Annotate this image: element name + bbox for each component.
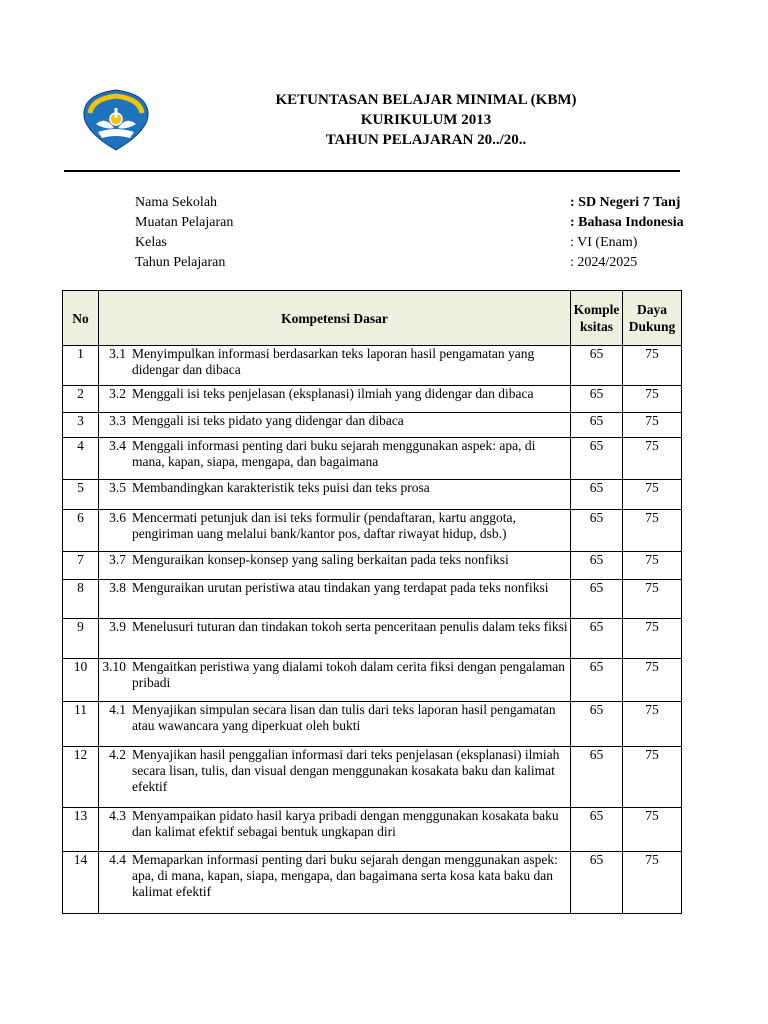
row-number: 4 bbox=[63, 438, 99, 480]
title-line-2: KURIKULUM 2013 bbox=[360, 112, 492, 128]
kd-text: Menggali isi teks penjelasan (eksplanasi) ilmiah yang didengar dan dibaca bbox=[132, 386, 534, 401]
row-number: 8 bbox=[63, 580, 99, 619]
column-header-daya-dukung: Daya Dukung bbox=[623, 291, 682, 346]
kd-code: 3.3 bbox=[109, 413, 126, 428]
daya-dukung-value: 75 bbox=[623, 852, 682, 914]
kompleksitas-value: 65 bbox=[571, 386, 623, 413]
kd-code: 4.3 bbox=[109, 808, 126, 823]
info-row-muatan-pelajaran bbox=[135, 213, 768, 233]
kd-code: 3.7 bbox=[109, 552, 126, 567]
kd-cell bbox=[99, 552, 571, 580]
table-row bbox=[63, 438, 682, 480]
kd-text: Menyajikan hasil penggalian informasi dari teks penjelasan (eksplanasi) ilmiah secara lisan, tulis, dan visual dengan menggunakan kosakata baku dan kalimat efektif bbox=[132, 747, 560, 794]
info-value: : Bahasa Indonesia bbox=[570, 215, 684, 230]
kd-text: Mengaitkan peristiwa yang dialami tokoh dalam cerita fiksi dengan pengalaman pribadi bbox=[132, 659, 565, 690]
table-row bbox=[63, 852, 682, 914]
table-row bbox=[63, 702, 682, 747]
daya-dukung-value: 75 bbox=[623, 702, 682, 747]
title-line-3: TAHUN PELAJARAN 20../20.. bbox=[325, 132, 527, 148]
row-number: 6 bbox=[63, 510, 99, 552]
kompleksitas-value: 65 bbox=[571, 413, 623, 438]
info-value: : VI (Enam) bbox=[570, 235, 638, 250]
info-row-tahun-pelajaran bbox=[135, 253, 768, 273]
info-row-kelas bbox=[135, 233, 768, 253]
table-row bbox=[63, 413, 682, 438]
kd-cell bbox=[99, 480, 571, 510]
kd-cell bbox=[99, 702, 571, 747]
row-number: 7 bbox=[63, 552, 99, 580]
kd-code: 3.5 bbox=[109, 480, 126, 495]
row-number: 2 bbox=[63, 386, 99, 413]
document-title bbox=[176, 90, 676, 150]
kd-code: 3.4 bbox=[109, 438, 126, 453]
kd-cell bbox=[99, 510, 571, 552]
kd-cell bbox=[99, 852, 571, 914]
kompleksitas-value: 65 bbox=[571, 659, 623, 702]
daya-dukung-value: 75 bbox=[623, 438, 682, 480]
row-number: 9 bbox=[63, 619, 99, 659]
title-line-1: KETUNTASAN BELAJAR MINIMAL (KBM) bbox=[275, 92, 577, 108]
row-number: 5 bbox=[63, 480, 99, 510]
column-header-no: No bbox=[63, 291, 99, 346]
column-header-kompleksitas: Komple ksitas bbox=[571, 291, 623, 346]
table-row bbox=[63, 659, 682, 702]
row-number: 10 bbox=[63, 659, 99, 702]
kd-code: 4.4 bbox=[109, 852, 126, 867]
info-value: : 2024/2025 bbox=[570, 255, 638, 270]
daya-dukung-value: 75 bbox=[623, 510, 682, 552]
kd-text: Mencermati petunjuk dan isi teks formulir (pendaftaran, kartu anggota, pengiriman uang melalui bank/kantor pos, daftar riwayat hidup, dsb.) bbox=[132, 510, 516, 541]
daya-dukung-value: 75 bbox=[623, 747, 682, 808]
header-divider bbox=[64, 170, 680, 172]
row-number: 3 bbox=[63, 413, 99, 438]
kompleksitas-value: 65 bbox=[571, 702, 623, 747]
table-row bbox=[63, 510, 682, 552]
kd-text: Menguraikan konsep-konsep yang saling berkaitan pada teks nonfiksi bbox=[132, 552, 509, 567]
kompleksitas-value: 65 bbox=[571, 580, 623, 619]
daya-dukung-value: 75 bbox=[623, 346, 682, 386]
kompleksitas-value: 65 bbox=[571, 510, 623, 552]
kd-cell bbox=[99, 413, 571, 438]
kd-text: Menyampaikan pidato hasil karya pribadi dengan menggunakan kosakata baku dan kalimat efektif sebagai bentuk ungkapan diri bbox=[132, 808, 559, 839]
kd-text: Menggali informasi penting dari buku sejarah menggunakan aspek: apa, di mana, kapan, siapa, mengapa, dan bagaimana bbox=[132, 438, 536, 469]
info-label: Muatan Pelajaran bbox=[135, 215, 234, 230]
kd-cell bbox=[99, 438, 571, 480]
kompleksitas-value: 65 bbox=[571, 552, 623, 580]
table-row bbox=[63, 619, 682, 659]
kompleksitas-value: 65 bbox=[571, 346, 623, 386]
column-header-kompetensi-dasar: Kompetensi Dasar bbox=[99, 291, 571, 346]
kd-cell bbox=[99, 659, 571, 702]
daya-dukung-value: 75 bbox=[623, 413, 682, 438]
kd-code: 3.10 bbox=[102, 659, 126, 674]
kd-code: 4.2 bbox=[109, 747, 126, 762]
info-value: : SD Negeri 7 Tanj bbox=[570, 195, 681, 210]
kd-text: Menggali isi teks pidato yang didengar dan dibaca bbox=[132, 413, 404, 428]
daya-dukung-value: 75 bbox=[623, 580, 682, 619]
kompleksitas-value: 65 bbox=[571, 619, 623, 659]
table-row bbox=[63, 386, 682, 413]
kd-cell bbox=[99, 619, 571, 659]
kd-code: 3.6 bbox=[109, 510, 126, 525]
info-label: Kelas bbox=[135, 235, 167, 250]
kd-code: 3.9 bbox=[109, 619, 126, 634]
kd-text: Menelusuri tuturan dan tindakan tokoh serta penceritaan penulis dalam teks fiksi bbox=[132, 619, 568, 634]
row-number: 12 bbox=[63, 747, 99, 808]
kd-cell bbox=[99, 346, 571, 386]
kompleksitas-value: 65 bbox=[571, 808, 623, 852]
table-row bbox=[63, 580, 682, 619]
info-label: Nama Sekolah bbox=[135, 195, 218, 210]
kd-cell bbox=[99, 386, 571, 413]
kd-cell bbox=[99, 580, 571, 619]
kd-code: 3.2 bbox=[109, 386, 126, 401]
kd-code: 3.1 bbox=[109, 346, 126, 361]
kompleksitas-value: 65 bbox=[571, 747, 623, 808]
table-row bbox=[63, 552, 682, 580]
tut-wuri-handayani-logo bbox=[76, 86, 156, 154]
kd-text: Menyajikan simpulan secara lisan dan tulis dari teks laporan hasil pengamatan atau wawancara yang diperkuat oleh bukti bbox=[132, 702, 556, 733]
daya-dukung-value: 75 bbox=[623, 480, 682, 510]
kd-text: Menyimpulkan informasi berdasarkan teks laporan hasil pengamatan yang didengar dan dibaca bbox=[132, 346, 535, 377]
table-row bbox=[63, 747, 682, 808]
daya-dukung-value: 75 bbox=[623, 808, 682, 852]
table-row bbox=[63, 346, 682, 386]
info-row-nama-sekolah bbox=[135, 193, 768, 213]
row-number: 13 bbox=[63, 808, 99, 852]
table-header-row bbox=[63, 291, 682, 346]
kd-cell bbox=[99, 808, 571, 852]
kompleksitas-value: 65 bbox=[571, 852, 623, 914]
table-row bbox=[63, 480, 682, 510]
kd-text: Membandingkan karakteristik teks puisi dan teks prosa bbox=[132, 480, 430, 495]
kd-code: 4.1 bbox=[109, 702, 126, 717]
row-number: 1 bbox=[63, 346, 99, 386]
row-number: 14 bbox=[63, 852, 99, 914]
table-row bbox=[63, 808, 682, 852]
kd-text: Memaparkan informasi penting dari buku sejarah dengan menggunakan aspek: apa, di mana, kapan, siapa, mengapa, dan bagaimana serta kosa kata baku dan kalimat efektif bbox=[132, 852, 558, 899]
row-number: 11 bbox=[63, 702, 99, 747]
kd-code: 3.8 bbox=[109, 580, 126, 595]
school-info bbox=[135, 193, 768, 273]
daya-dukung-value: 75 bbox=[623, 386, 682, 413]
info-label: Tahun Pelajaran bbox=[135, 255, 226, 270]
kompleksitas-value: 65 bbox=[571, 480, 623, 510]
kd-text: Menguraikan urutan peristiwa atau tindakan yang terdapat pada teks nonfiksi bbox=[132, 580, 549, 595]
kd-cell bbox=[99, 747, 571, 808]
daya-dukung-value: 75 bbox=[623, 619, 682, 659]
kbm-table bbox=[62, 290, 682, 914]
daya-dukung-value: 75 bbox=[623, 659, 682, 702]
daya-dukung-value: 75 bbox=[623, 552, 682, 580]
kompleksitas-value: 65 bbox=[571, 438, 623, 480]
